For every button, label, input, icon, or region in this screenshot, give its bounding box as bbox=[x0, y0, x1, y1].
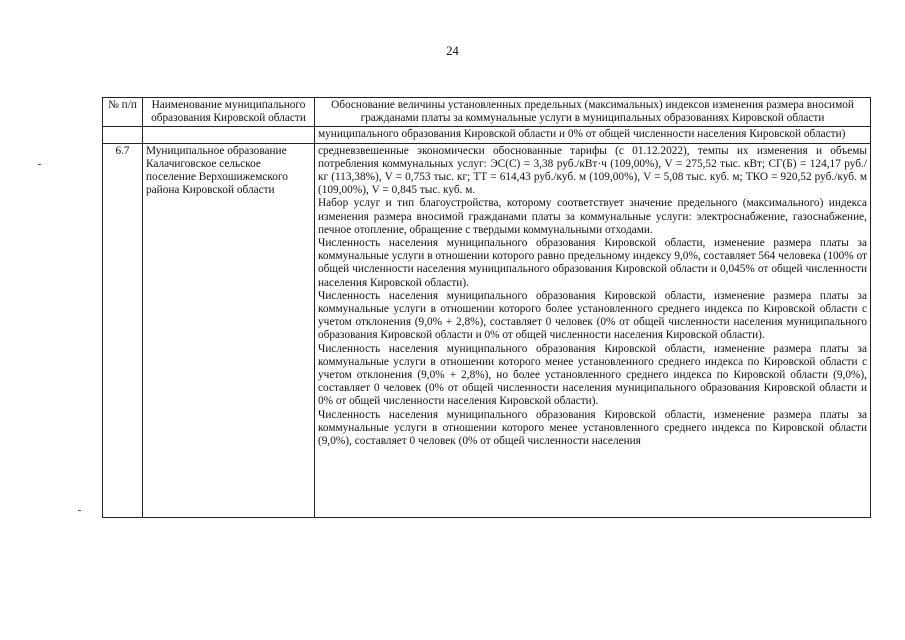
row-municipality-name: Муниципальное образование Калачиговское сельское поселение Верхошижемского района Кировской области bbox=[143, 143, 315, 517]
row-number: 6.7 bbox=[103, 143, 143, 517]
table-header-row bbox=[103, 98, 871, 127]
header-number: № п/п bbox=[103, 98, 143, 127]
continuation-text: муниципального образования Кировской области и 0% от общей численности населения Кировской области) bbox=[315, 127, 871, 143]
index-justification-table bbox=[102, 97, 871, 518]
continuation-name-cell bbox=[143, 127, 315, 143]
margin-mark bbox=[38, 164, 41, 165]
tariffs-paragraph: средневзвешенные экономически обоснованные тарифы (с 01.12.2022), темпы их изменения и объемы потребления коммунальных услуг: ЭС(С) = 3,38 руб./кВт·ч (109,00%), V = 275,52 тыс. кВт; СГ(Б) = 124,17 руб./кг (113,38%), V = 0,753 тыс. кг; ТТ = 614,43 руб./куб. м (109,00%), V = 5,08 тыс. куб. м; ТКО = 920,52 руб./куб. м (109,00%), V = 0,845 тыс. куб. м. bbox=[318, 144, 867, 197]
table-row bbox=[103, 143, 871, 517]
population-equal-paragraph: Численность населения муниципального образования Кировской области, изменение размера платы за коммунальные услуги в отношении которого равно предельному индексу 9,0%, составляет 564 человека (100% от общей численности населения муниципального образования Кировской области и 0,045% от общей численности населения Кировской области). bbox=[318, 237, 867, 289]
continuation-row bbox=[103, 127, 871, 143]
population-between-paragraph: Численность населения муниципального образования Кировской области, изменение размера платы за коммунальные услуги в отношении которого менее установленного среднего индекса по Кировской области с учетом отклонения (9,0% + 2,8%), но более установленного среднего индекса по Кировской области (9,0%), составляет 0 человек (0% от общей численности населения муниципального образования Кировской области и 0% от общей численности населения Кировской области). bbox=[318, 342, 867, 408]
population-below-paragraph: Численность населения муниципального образования Кировской области, изменение размера платы за коммунальные услуги в отношении которого менее установленного среднего индекса по Кировской области (9,0%), составляет 0 человек (0% от общей численности населения bbox=[318, 408, 867, 448]
population-above-paragraph: Численность населения муниципального образования Кировской области, изменение размера платы за коммунальные услуги в отношении которого более установленного среднего индекса по Кировской области с учетом отклонения (9,0% + 2,8%), составляет 0 человек (0% от общей численности населения муниципального образования Кировской области и 0% от общей численности населения Кировской области). bbox=[318, 289, 867, 342]
row-justification-cell bbox=[315, 143, 871, 517]
header-justification: Обоснование величины установленных предельных (максимальных) индексов изменения размера вносимой гражданами платы за коммунальные услуги в муниципальных образованиях Кировской области bbox=[315, 98, 871, 127]
margin-mark bbox=[78, 510, 81, 511]
header-municipality-name: Наименование муниципального образования Кировской области bbox=[143, 98, 315, 127]
page-number: 24 bbox=[446, 44, 459, 58]
services-set-paragraph: Набор услуг и тип благоустройства, которому соответствует значение предельного (максимального) индекса изменения размера вносимой гражданами платы за коммунальные услуги: электроснабжение, газоснабжение, печное отопление, обращение с твердыми коммунальными отходами. bbox=[318, 197, 867, 236]
continuation-number-cell bbox=[103, 127, 143, 143]
